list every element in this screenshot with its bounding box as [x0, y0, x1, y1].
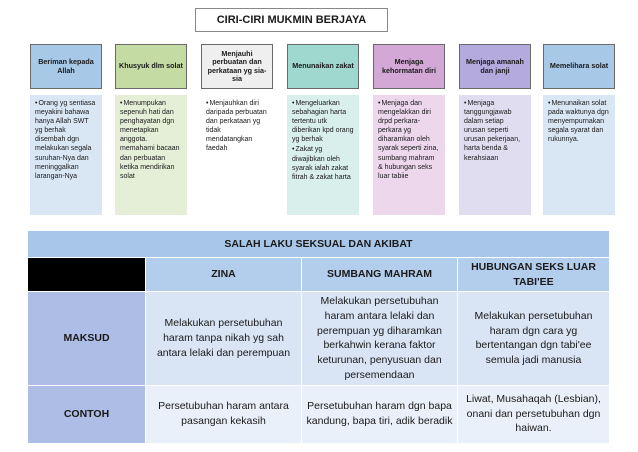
trait-card-body — [373, 95, 445, 215]
trait-point: • Menjaga dan mengelakkan diri drpd perkara-perkara yg diharamkan oleh syarak seperti zina, sumbang mahram & hubungan seks luar tabiie — [378, 99, 440, 181]
trait-point: • Orang yg sentiasa meyakini bahawa hanya Allah SWT yg berhak disembah dgn melakukan segala suruhan-Nya dan meninggalkan larangan-Nya — [35, 99, 97, 181]
trait-card — [115, 44, 187, 215]
trait-point: • Menunaikan solat pada waktunya dgn menyempurnakan segala syarat dan rukunnya. — [548, 99, 610, 144]
table-cell: Persetubuhan haram antara pasangan kekasih — [146, 385, 302, 443]
trait-point: • Menjaga tanggungjawab dalam setiap urusan seperti urusan pekerjaan, harta benda & kerahsiaan — [464, 99, 526, 163]
trait-card-heading: Menjaga amanah dan janji — [459, 44, 531, 89]
trait-point: • Mengeluarkan sebahagian harta tertentu utk diberikan kpd orang yg berhak — [292, 99, 354, 144]
trait-point: • Menjauhkan diri daripada perbuatan dan perkataan yg tidak mendatangkan faedah — [206, 99, 268, 154]
trait-card-heading: Khusyuk dlm solat — [115, 44, 187, 89]
trait-card-body — [115, 95, 187, 215]
trait-point: • Menumpukan sepenuh hati dan penghayatan dgn menetapkan anggota. memahami bacaan dan perbuatan ketika mendirikan solat — [120, 99, 182, 181]
trait-card — [459, 44, 531, 215]
trait-point: • Zakat yg diwajibkan oleh syarak ialah zakat fitrah & zakat harta — [292, 145, 354, 181]
column-header-zina: ZINA — [146, 258, 302, 292]
page-title: CIRI-CIRI MUKMIN BERJAYA — [195, 8, 388, 32]
trait-card-heading: Memelihara solat — [543, 44, 615, 89]
trait-card-heading: Menjaga kehormatan diri — [373, 44, 445, 89]
table-cell: Melakukan persetubuhan haram antara lelaki dan perempuan yg diharamkan berkahwin kerana faktor keturunan, penyusuan dan persemendaan — [302, 292, 458, 385]
trait-card-body — [543, 95, 615, 215]
table-cell: Persetubuhan haram dgn bapa kandung, bapa tiri, adik beradik — [302, 385, 458, 443]
trait-card-heading: Menjauhi perbuatan dan perkataan yg sia-sia — [201, 44, 273, 89]
trait-card — [373, 44, 445, 215]
row-label-contoh: CONTOH — [28, 385, 146, 443]
trait-card-body — [201, 95, 273, 215]
trait-card — [30, 44, 102, 215]
column-header-hubungan-seks: HUBUNGAN SEKS LUAR TABI'EE — [458, 258, 610, 292]
trait-card — [201, 44, 273, 215]
table-corner — [28, 258, 146, 292]
trait-card-body — [287, 95, 359, 215]
trait-card — [543, 44, 615, 215]
trait-card-heading: Beriman kepada Allah — [30, 44, 102, 89]
column-header-sumbang-mahram: SUMBANG MAHRAM — [302, 258, 458, 292]
trait-card-body — [30, 95, 102, 215]
table-cell: Liwat, Musahaqah (Lesbian), onani dan persetubuhan dgn haiwan. — [458, 385, 610, 443]
table-title: SALAH LAKU SEKSUAL DAN AKIBAT — [28, 231, 610, 258]
row-label-maksud: MAKSUD — [28, 292, 146, 385]
trait-card-body — [459, 95, 531, 215]
table-cell: Melakukan persetubuhan haram tanpa nikah yg sah antara lelaki dan perempuan — [146, 292, 302, 385]
misconduct-table — [27, 230, 610, 444]
table-cell: Melakukan persetubuhan haram dgn cara yg bertentangan dgn tabi'ee semula jadi manusia — [458, 292, 610, 385]
trait-card — [287, 44, 359, 215]
trait-card-heading: Menunaikan zakat — [287, 44, 359, 89]
